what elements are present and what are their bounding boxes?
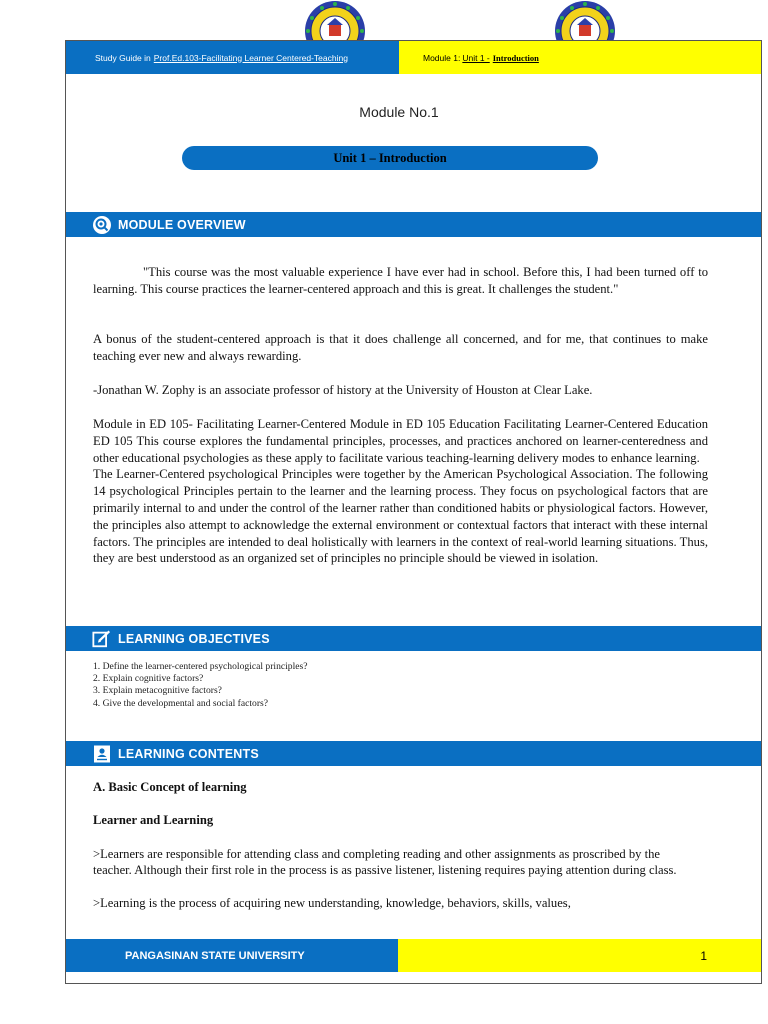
section-learning-objectives <box>66 626 761 651</box>
university-name: PANGASINAN STATE UNIVERSITY <box>125 949 305 962</box>
overview-attribution: -Jonathan W. Zophy is an associate professor of history at the University of Houston at Clear Lake. <box>93 383 593 397</box>
contents-paragraph: >Learning is the process of acquiring new understanding, knowledge, behaviors, skills, values, <box>93 896 571 911</box>
unit-title: Unit 1 – Introduction <box>333 150 447 165</box>
page-number: 1 <box>700 948 707 963</box>
footer-page <box>398 939 761 972</box>
header-module-title <box>399 41 761 74</box>
search-target-icon <box>92 215 112 235</box>
list-item: 4. Give the developmental and social factors? <box>93 697 269 709</box>
learning-contents-body <box>93 779 693 912</box>
header-module-prefix: Module 1: <box>423 52 461 63</box>
section-title: MODULE OVERVIEW <box>118 217 246 232</box>
section-module-overview <box>66 212 761 237</box>
document-user-icon <box>92 744 112 764</box>
contents-paragraph: >Learners are responsible for attending class and completing reading and other assignments as proscribed by the teacher. Although their first role in the process is as passive listener, listening requires paying attention during class. <box>93 846 677 878</box>
footer-university <box>66 939 398 972</box>
section-title: LEARNING OBJECTIVES <box>118 631 270 646</box>
section-title: LEARNING CONTENTS <box>118 746 259 761</box>
header-course-title <box>66 41 399 74</box>
overview-module-description: Module in ED 105- Facilitating Learner-Centered Module in ED 105 Education Facilitating Learner-Centered Education ED 105 This course explores the fundamental principles, processes, and practices anchored on learner-centeredness and other educational psychologies as these apply to facilitate various teaching-learning delivery modes to enhance learning. The Learner-Centered psychological Principles were together by the American Psychological Association. The following 14 psychological Principles pertain to the learner and the learning process. They focus on psychological factors that are primarily internal to and under the control of the learner rather than conditioned habits or physiological factors. However, the principles also attempt to acknowledge the external environment or contextual factors that interact with these internal factors. The principles are intended to deal holistically with learners in the context of real-world learning situations. Thus, they are best understood as an organized set of principles no principle should be viewed in isolation. <box>93 417 708 566</box>
header-unit-title[interactable]: Introduction <box>492 52 539 63</box>
unit-title-banner <box>182 146 598 170</box>
edit-pencil-icon <box>92 629 112 649</box>
header-prefix: Study Guide in <box>95 52 151 63</box>
overview-bonus: A bonus of the student-centered approach is that it does challenge all concerned, and for me, that continues to make teaching ever new and always rewarding. <box>93 332 708 363</box>
contents-heading-b: Learner and Learning <box>93 812 214 827</box>
list-item: 1. Define the learner-centered psychological principles? <box>93 661 308 672</box>
header-course-link[interactable]: Prof.Ed.103-Facilitating Learner Centered-Teaching <box>153 52 348 63</box>
header-unit-link[interactable]: Unit 1 - <box>462 52 490 63</box>
overview-quote: "This course was the most valuable experience I have ever had in school. Before this, I had been turned off to learning. This course practices the learner-centered approach and this is great. It challenges the student." <box>93 265 708 296</box>
overview-principles: The Learner-Centered psychological Principles were together by the American Psychological Association. The following 14 psychological Principles pertain to the learner and the learning process. They focus on psychological factors that are primarily internal to and under the control of the learner rather than conditioned habits or physiological factors. However, the principles also attempt to acknowledge the external environment or contextual factors that interact with these internal factors. The principles are intended to deal holistically with learners in the context of real-world learning situations. Thus, they are best understood as an organized set of principles no principle should be viewed in isolation. <box>93 467 708 566</box>
module-number: Module No.1 <box>359 104 439 120</box>
section-learning-contents <box>66 741 761 766</box>
list-item: 2. Explain cognitive factors? <box>93 673 204 685</box>
list-item: 3. Explain metacognitive factors? <box>93 685 222 697</box>
objectives-list <box>93 661 693 710</box>
contents-heading-a: A. Basic Concept of learning <box>93 780 247 794</box>
